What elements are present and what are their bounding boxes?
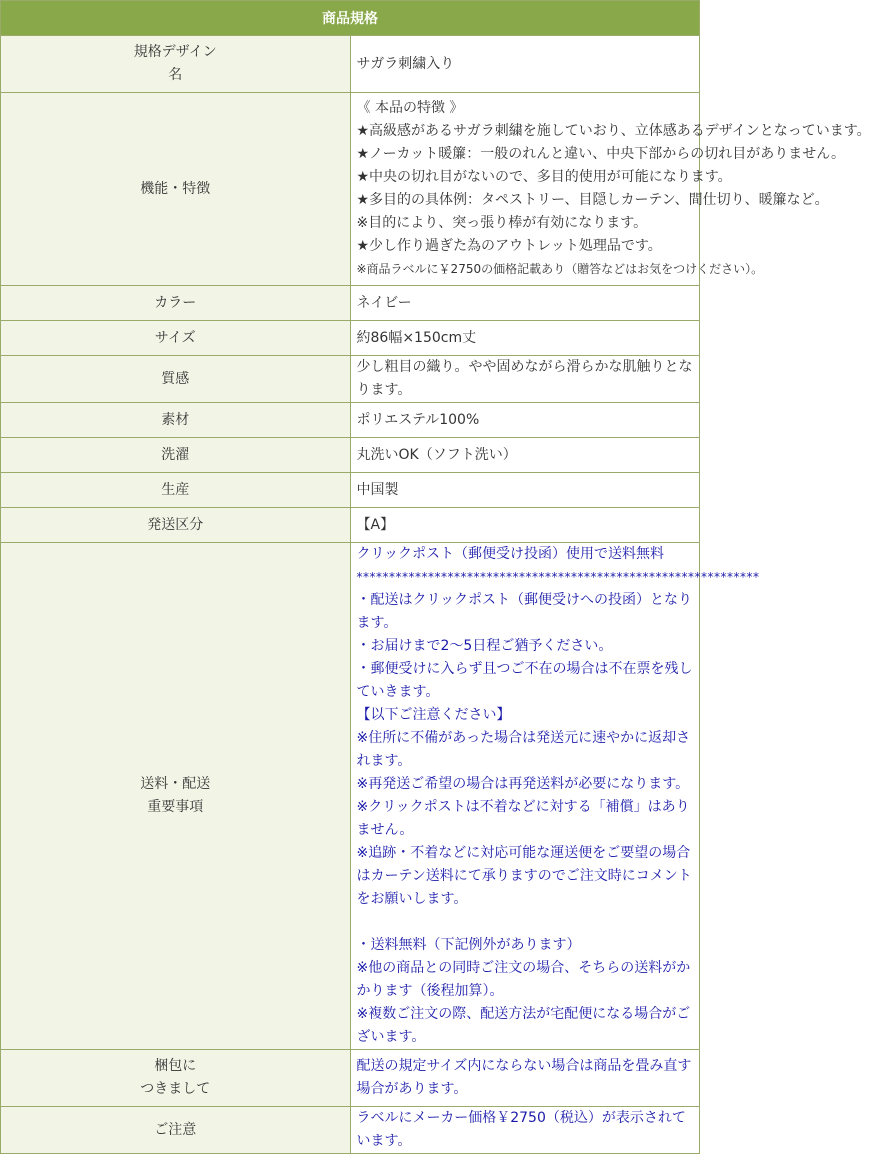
label-packing-line1: 梱包に	[154, 1058, 197, 1074]
label-caution: ご注意	[1, 1107, 351, 1154]
features-line: ※目的により、突っ張り棒が有効になります。	[356, 215, 648, 231]
value-size: 約86幅×150cm丈	[350, 321, 700, 356]
shipping-headline: クリックポスト（郵便受け投函）使用で送料無料	[356, 546, 664, 562]
label-color: カラー	[1, 286, 351, 321]
shipping-line: ※住所に不備があった場合は発送元に速やかに返却されます。	[356, 730, 691, 769]
value-shipping-class: 【A】	[350, 508, 700, 543]
label-shipping-line1: 送料・配送	[140, 776, 211, 792]
label-packing-line2: つきまして	[140, 1081, 211, 1097]
value-features	[350, 93, 871, 286]
label-design	[1, 36, 351, 93]
features-note: ※商品ラベルに￥2750の価格記載あり（贈答などはお気をつけください）。	[356, 262, 764, 276]
value-shipping	[350, 543, 760, 1050]
label-packing	[1, 1050, 351, 1107]
value-origin: 中国製	[350, 473, 700, 508]
features-line: ★中央の切れ目がないので、多目的使用が可能になります。	[356, 169, 732, 185]
header-row	[1, 1, 700, 36]
table-title: 商品規格	[1, 1, 700, 36]
row-shipping	[1, 543, 700, 1050]
row-texture	[1, 356, 700, 403]
value-texture: 少し粗目の織り。やや固めながら滑らかな肌触りとなります。	[350, 356, 700, 403]
shipping-divider: **************************************************************	[356, 570, 760, 584]
row-washing	[1, 438, 700, 473]
row-origin	[1, 473, 700, 508]
label-origin: 生産	[1, 473, 351, 508]
value-design: サガラ刺繍入り	[350, 36, 700, 93]
row-shipping-class	[1, 508, 700, 543]
features-line: 《 本品の特徴 》	[356, 100, 464, 116]
shipping-line: ・お届けまで2〜5日程ご猶予ください。	[356, 638, 613, 654]
shipping-line: ・配送はクリックポスト（郵便受けへの投函）となります。	[356, 592, 692, 631]
shipping-line: ※複数ご注文の際、配送方法が宅配便になる場合がございます。	[356, 1006, 691, 1045]
row-color	[1, 286, 700, 321]
shipping-line: 【以下ご注意ください】	[356, 707, 511, 723]
value-washing: 丸洗いOK（ソフト洗い）	[350, 438, 700, 473]
value-caution: ラベルにメーカー価格￥2750（税込）が表示されています。	[350, 1107, 700, 1154]
row-features	[1, 93, 700, 286]
features-line: ★高級感があるサガラ刺繍を施していおり、立体感あるデザインとなっています。	[356, 123, 871, 139]
shipping-line: ・送料無料（下記例外があります）	[356, 937, 581, 953]
row-design	[1, 36, 700, 93]
features-line: ★ノーカット暖簾：一般のれんと違い、中央下部からの切れ目がありません。	[356, 146, 846, 162]
value-material: ポリエステル100%	[350, 403, 700, 438]
label-texture: 質感	[1, 356, 351, 403]
shipping-line: ※他の商品との同時ご注文の場合、そちらの送料がかかります（後程加算）。	[356, 960, 691, 999]
features-line: ★少し作り過ぎた為のアウトレット処理品です。	[356, 238, 662, 254]
value-color: ネイビー	[350, 286, 700, 321]
label-shipping-class: 発送区分	[1, 508, 351, 543]
label-shipping-line2: 重要事項	[147, 799, 204, 815]
shipping-line: ※再発送ご希望の場合は再発送料が必要になります。	[356, 776, 690, 792]
label-material: 素材	[1, 403, 351, 438]
row-caution	[1, 1107, 700, 1154]
row-packing	[1, 1050, 700, 1107]
shipping-line: ※クリックポストは不着などに対する「補償」はありません。	[356, 799, 690, 838]
shipping-line: ※追跡・不着などに対応可能な運送便をご要望の場合はカーテン送料にて承りますのでご注文時にコメントをお願いします。	[356, 845, 692, 907]
label-size: サイズ	[1, 321, 351, 356]
row-material	[1, 403, 700, 438]
label-washing: 洗濯	[1, 438, 351, 473]
label-design-line2: 名	[168, 67, 183, 83]
label-shipping	[1, 543, 351, 1050]
shipping-spacer	[357, 911, 694, 934]
label-design-line1: 規格デザイン	[133, 44, 217, 60]
label-features: 機能・特徴	[1, 93, 351, 286]
row-size	[1, 321, 700, 356]
shipping-line: ・郵便受けに入らず且つご不在の場合は不在票を残していきます。	[356, 661, 693, 700]
value-packing: 配送の規定サイズ内にならない場合は商品を畳み直す場合があります。	[350, 1050, 700, 1107]
features-line: ★多目的の具体例：タペストリー、目隠しカーテン、間仕切り、暖簾など。	[356, 192, 829, 208]
